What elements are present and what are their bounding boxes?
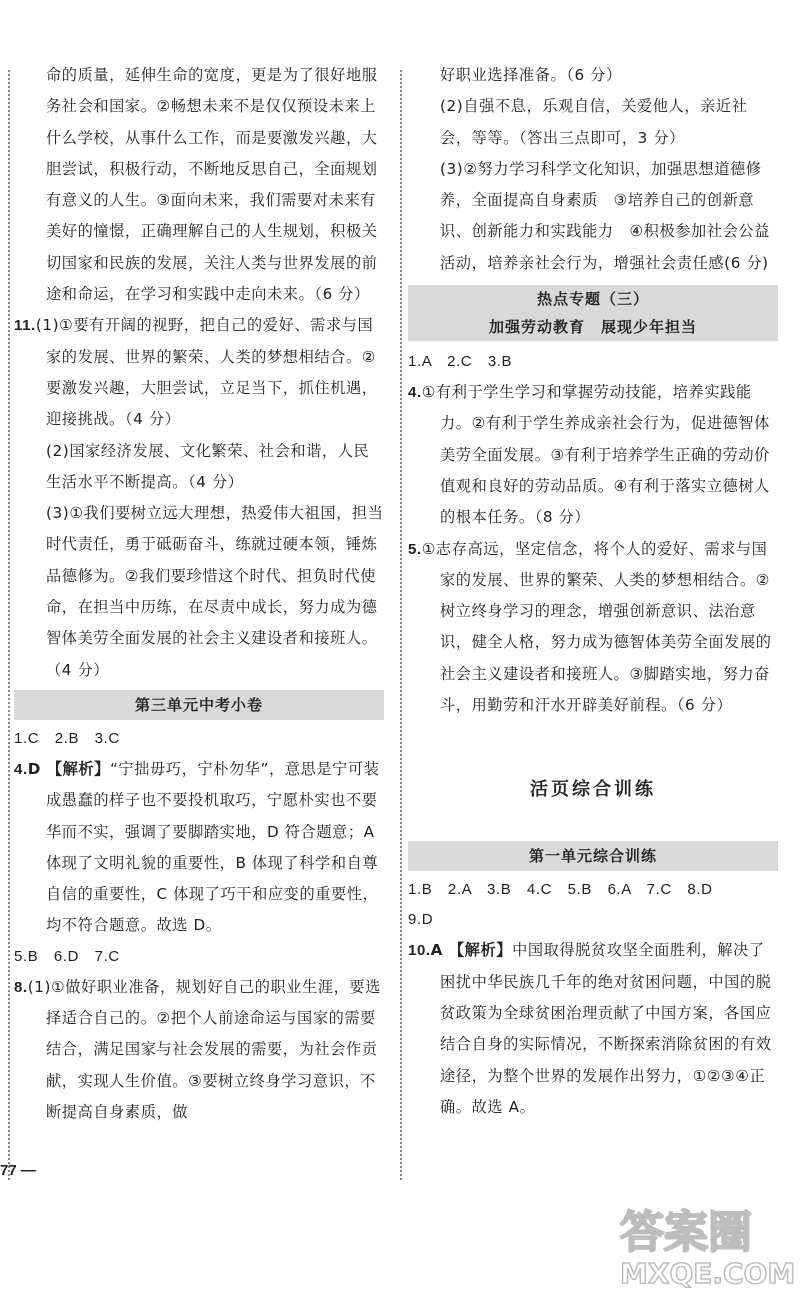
answer-part-2: (2)自强不息，乐观自信，关爱他人，亲近社会，等等。（答出三点即可，3 分）: [440, 97, 748, 147]
answer-part-3: (3)②努力学习科学文化知识，加强思想道德修养，全面提高自身素质 ③培养自己的创新意识、创新能力和实践能力 ④积极参加社会公益活动，培养亲社会行为，增强社会责任感(6 分): [440, 159, 770, 272]
unit1-title: 第一单元综合训练: [408, 841, 778, 871]
column-divider-dotted-line: [400, 70, 402, 1180]
answers-1-3: 1.A 2.C 3.B: [408, 353, 513, 371]
q4-analysis: “宁拙毋巧，宁朴勿华”，意思是宁可装成愚蠢的样子也不要投机取巧，宁愿朴实也不要华而不实，强调了要脚踏实地，D 符合题意；A 体现了文明礼貌的重要性，B 体现了科学和自尊自信的重要性，C 体现了巧干和应变的重要性，均不符合题意。故选 D。: [46, 759, 380, 935]
q11-part-2: (2)国家经济发展、文化繁荣、社会和谐，人民生活水平不断提高。（4 分）: [46, 441, 370, 491]
q8-part-1: (1)①做好职业准备，规划好自己的职业生涯，要选择适合自己的。②把个人前途命运与国家的需要结合，满足国家与社会发展的需要，为社会作贡献，实现人生价值。③要树立终身学习意识，不断提高自身素质，做: [27, 977, 381, 1121]
q11-part-1: (1)①要有开阔的视野，把自己的爱好、需求与国家的发展、世界的繁荣、人类的梦想相结合。②要激发兴趣，大胆尝试，立足当下，抓住机遇，迎接挑战。（4 分）: [35, 316, 378, 429]
watermark-logo: [600, 1195, 800, 1292]
question-number: 4.: [408, 384, 422, 402]
left-margin-dotted-line: [8, 70, 10, 1180]
question-number: 4.: [14, 760, 28, 778]
analysis-tag: A 【解析】: [430, 941, 513, 960]
svg-text:MXQE.COM: MXQE.COM: [620, 1257, 796, 1290]
question-number: 11.: [14, 317, 36, 335]
answers-1-8: 1.B 2.A 3.B 4.C 5.B 6.A 7.C 8.D: [408, 881, 713, 899]
continued-paragraph: 命的质量，延伸生命的宽度，更是为了很好地服务社会和国家。②畅想未来不是仅仅预设未来上什么学校，从事什么工作，而是要激发兴趣，大胆尝试，积极行动，不断地反思自己，全面规划有意义的人生。③面向未来，我们需要对未来有美好的憧憬，正确理解自己的人生规划，积极关切国家和民族的发展，关注人类与世界发展的前途和命运，在学习和实践中走向未来。（6 分）: [46, 66, 378, 304]
svg-text:答案圈: 答案圈: [620, 1207, 752, 1258]
hot-topic-title: 热点专题（三）: [408, 285, 778, 313]
continued-paragraph: 好职业选择准备。（6 分）: [440, 66, 622, 84]
question-4: [14, 754, 384, 942]
page-number: 77 —: [0, 1162, 36, 1179]
q10-analysis: 中国取得脱贫攻坚全面胜利，解决了困扰中华民族几千年的绝对贫困问题，中国的脱贫政策为全球贫困治理贡献了中国方案，各国应结合自身的实际情况，不断探索消除贫困的有效途径，为整个世界的发展作出努力，①②③④正确。故选 A。: [440, 941, 772, 1116]
answers-1-3: 1.C 2.B 3.C: [14, 729, 120, 747]
hot-topic-header: [408, 285, 778, 341]
question-number: 8.: [14, 978, 28, 996]
answers-9: 9.D: [408, 911, 434, 929]
right-column: [408, 60, 778, 1123]
question-8: [14, 972, 384, 1128]
analysis-tag: D 【解析】: [27, 759, 110, 778]
question-number: 10.: [408, 942, 431, 960]
section-title-unit3-mini-exam: 第三单元中考小卷: [14, 690, 384, 720]
question-11: [14, 310, 384, 686]
question-number: 5.: [408, 540, 422, 558]
hot-question-5: [408, 534, 778, 722]
hot-topic-subtitle: 加强劳动教育 展现少年担当: [408, 313, 778, 341]
left-column: [14, 60, 384, 1128]
answers-5-7: 5.B 6.D 7.C: [14, 947, 120, 965]
question-10: [408, 935, 778, 1123]
q11-part-3: (3)①我们要树立远大理想，热爱伟大祖国，担当时代责任，勇于砥砺奋斗，练就过硬本领，锤炼品德修为。②我们要珍惜这个时代、担负时代使命，在担当中历练，在尽责中成长，努力成为德智体美劳全面发展的社会主义建设者和接班人。（4 分）: [46, 504, 384, 679]
hot-question-4: [408, 377, 778, 533]
hot-q5-answer: ①志存高远，坚定信念，将个人的爱好、需求与国家的发展、世界的繁荣、人类的梦想相结合。②树立终身学习的理念，增强创新意识、法治意识，健全人格，努力成为德智体美劳全面发展的社会主义建设者和接班人。③脚踏实地，努力奋斗，用勤劳和汗水开辟美好前程。（6 分）: [421, 539, 772, 715]
hot-q4-answer: ①有利于学生学习和掌握劳动技能，培养实践能力。②有利于学生养成亲社会行为，促进德智体美劳全面发展。③有利于培养学生正确的劳动价值观和良好的劳动品质。④有利于落实立德树人的根本任务。（8 分）: [421, 383, 770, 527]
big-section-title: 活页综合训练: [530, 779, 656, 801]
